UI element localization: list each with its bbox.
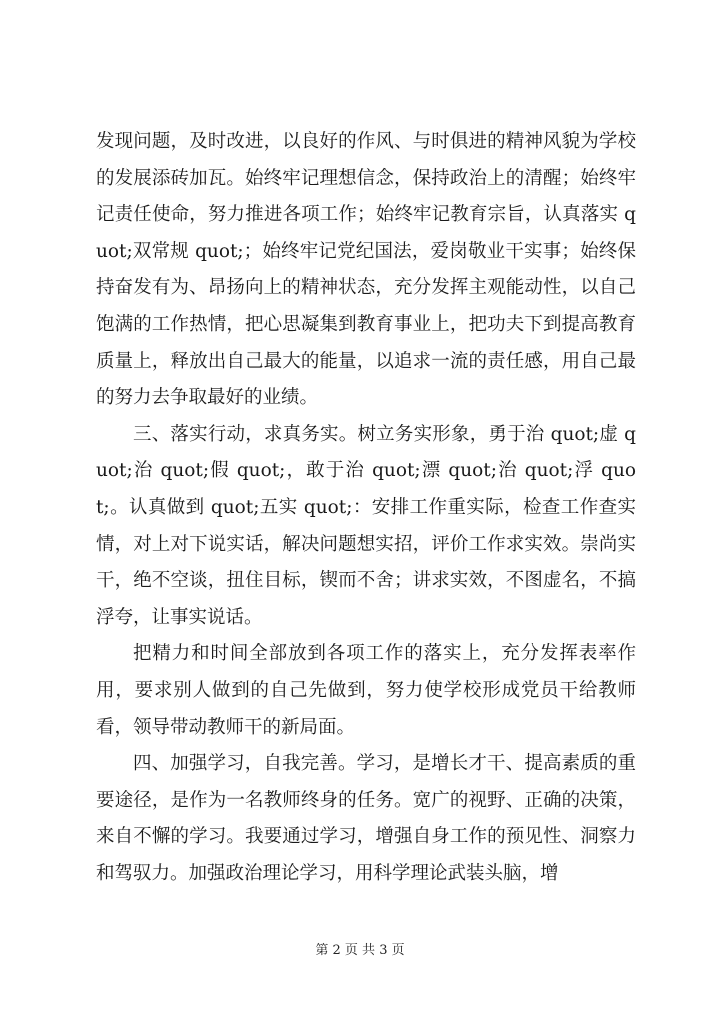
- paragraph-2: 三、落实行动，求真务实。树立务实形象，勇于治 quot;虚 quot;治 quot;假 quot;，敢于治 quot;漂 quot;治 quot;浮 quot;。认真做到 quot;五实 quot;：安排工作重实际，检查工作查实情，对上对下说实话，解决问题想实招，评价工作求实效。崇尚实干，绝不空谈，扭住目标，锲而不舍；讲求实效，不图虚名，不搞浮夸，让事实说话。: [96, 423, 636, 628]
- document-body: [96, 124, 636, 892]
- paragraph-1: 发现问题，及时改进，以良好的作风、与时俱进的精神风貌为学校的发展添砖加瓦。始终牢记理想信念，保持政治上的清醒；始终牢记责任使命，努力推进各项工作；始终牢记教育宗旨，认真落实 quot;双常规 quot;；始终牢记党纪国法，爱岗敬业干实事；始终保持奋发有为、昂扬向上的精神状态，充分发挥主观能动性，以自己饱满的工作热情，把心思凝集到教育事业上，把功夫下到提高教育质量上，释放出自己最大的能量，以追求一流的责任感，用自己最的努力去争取最好的业绩。: [96, 131, 636, 409]
- page-number-label: 第 2 页 共 3 页: [315, 943, 405, 958]
- paragraph-3: 把精力和时间全部放到各项工作的落实上，充分发挥表率作用，要求别人做到的自己先做到，努力使学校形成党员干给教师看，领导带动教师干的新局面。: [96, 643, 636, 738]
- paragraph-4: 四、加强学习，自我完善。学习，是增长才干、提高素质的重要途径，是作为一名教师终身的任务。宽广的视野、正确的决策，来自不懈的学习。我要通过学习，增强自身工作的预见性、洞察力和驾驭力。加强政治理论学习，用科学理论武装头脑，增: [96, 753, 636, 884]
- page-footer: [0, 939, 720, 958]
